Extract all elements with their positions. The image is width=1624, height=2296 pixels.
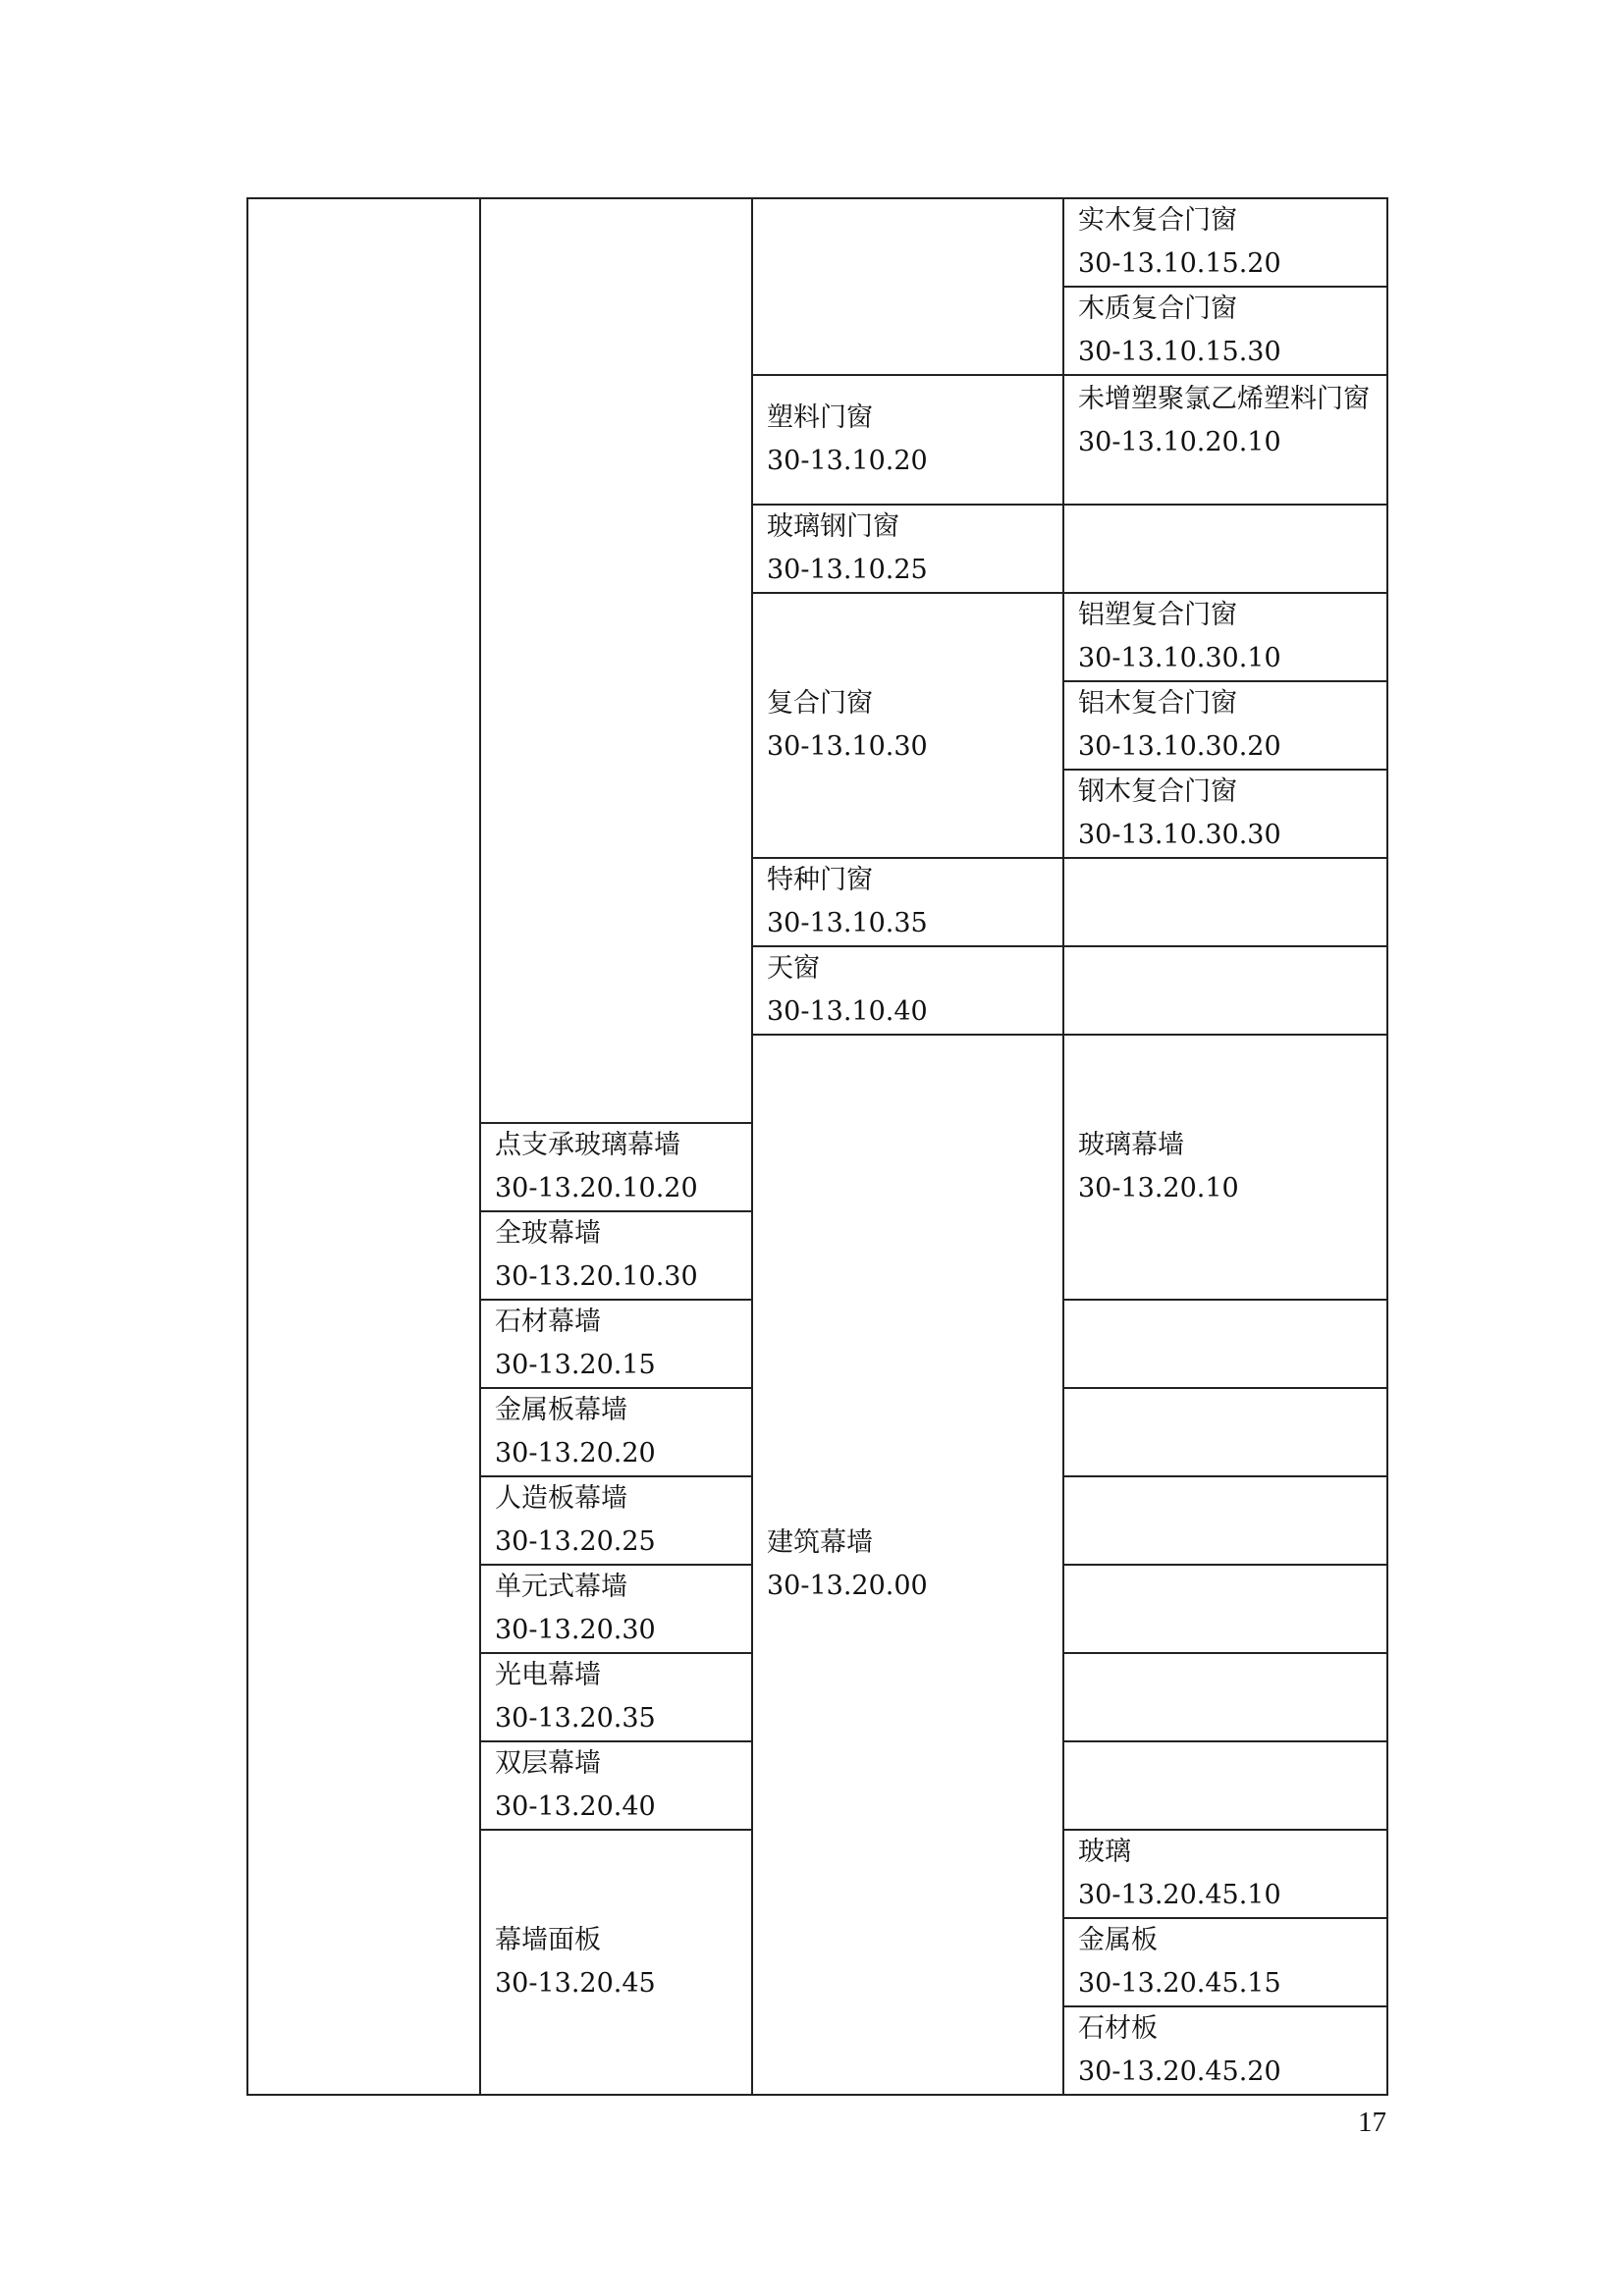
level3-cell: [480, 1653, 752, 1741]
level3-name: 玻璃钢门窗: [767, 511, 899, 542]
level4-cell: [1063, 1830, 1387, 1918]
level3-cell: [480, 1300, 752, 1388]
level4-cell-empty: [1063, 946, 1387, 1035]
level3-cell: [752, 505, 1063, 593]
level4-name: 铝塑复合门窗: [1078, 600, 1237, 630]
level3-name: 幕墙面板: [495, 1925, 601, 1955]
level3-code: 30-13.20.15: [495, 1350, 656, 1380]
page-number: 17: [1358, 2107, 1386, 2138]
level3-cell-empty: [752, 198, 1063, 375]
level2-cell: [752, 1035, 1063, 2095]
level4-name: 实木复合门窗: [1078, 205, 1237, 236]
level4-cell: [1063, 1918, 1387, 2006]
level1-cell-empty: [247, 198, 480, 2095]
level4-name: 木质复合门窗: [1078, 294, 1237, 324]
level4-cell: [480, 1211, 752, 1300]
level4-name: 未增塑聚氯乙烯塑料门窗: [1078, 384, 1370, 414]
level4-code: 30-13.20.45.15: [1078, 1968, 1281, 1999]
level4-name: 点支承玻璃幕墙: [495, 1130, 680, 1160]
level3-cell: [752, 946, 1063, 1035]
level3-cell: [752, 858, 1063, 946]
level3-code: 30-13.10.20: [767, 446, 928, 476]
level2-cell-empty: [480, 198, 752, 1123]
level4-cell-empty: [1063, 1476, 1387, 1565]
level3-cell: [1063, 1035, 1387, 1300]
level3-code: 30-13.10.35: [767, 908, 928, 938]
level4-cell: [1063, 593, 1387, 681]
level3-name: 塑料门窗: [767, 402, 873, 433]
level3-code: 30-13.10.25: [767, 555, 928, 585]
level4-name: 石材板: [1078, 2013, 1158, 2044]
level3-code: 30-13.10.30: [767, 731, 928, 762]
level4-cell: [1063, 681, 1387, 770]
level4-cell-empty: [1063, 1388, 1387, 1476]
level4-cell-empty: [1063, 1565, 1387, 1653]
level4-code: 30-13.10.30.30: [1078, 820, 1281, 850]
level4-cell: [480, 1123, 752, 1211]
level4-code: 30-13.20.45.10: [1078, 1880, 1281, 1910]
level4-code: 30-13.10.30.20: [1078, 731, 1281, 762]
level3-name: 复合门窗: [767, 688, 873, 719]
level4-code: 30-13.20.45.20: [1078, 2056, 1281, 2087]
level3-cell: [480, 1565, 752, 1653]
level2-name: 建筑幕墙: [767, 1527, 873, 1558]
level3-cell: [480, 1388, 752, 1476]
level3-name: 金属板幕墙: [495, 1395, 627, 1425]
level3-code: 30-13.20.40: [495, 1791, 656, 1822]
level3-code: 30-13.10.40: [767, 996, 928, 1027]
level4-cell: [1063, 375, 1387, 505]
level3-cell: [752, 375, 1063, 505]
level3-name: 双层幕墙: [495, 1748, 601, 1779]
table-row: [247, 198, 1387, 287]
classification-table: [246, 197, 1388, 2096]
level3-code: 30-13.20.30: [495, 1615, 656, 1645]
level2-code: 30-13.20.00: [767, 1571, 928, 1601]
level4-cell-empty: [1063, 505, 1387, 593]
level4-code: 30-13.10.15.20: [1078, 248, 1281, 279]
level4-code: 30-13.10.15.30: [1078, 337, 1281, 367]
level4-name: 全玻幕墙: [495, 1218, 601, 1249]
level4-cell-empty: [1063, 858, 1387, 946]
level3-cell: [480, 1830, 752, 2095]
level4-code: 30-13.10.20.10: [1078, 427, 1281, 457]
level3-name: 石材幕墙: [495, 1307, 601, 1337]
level3-name: 人造板幕墙: [495, 1483, 627, 1514]
level4-name: 铝木复合门窗: [1078, 688, 1237, 719]
level3-code: 30-13.20.20: [495, 1438, 656, 1468]
level4-code: 30-13.20.10.30: [495, 1261, 698, 1292]
level3-name: 光电幕墙: [495, 1660, 601, 1690]
level3-name: 玻璃幕墙: [1078, 1130, 1184, 1160]
level3-code: 30-13.20.25: [495, 1526, 656, 1557]
level3-name: 特种门窗: [767, 865, 873, 895]
level3-code: 30-13.20.10: [1078, 1173, 1239, 1203]
level4-code: 30-13.20.10.20: [495, 1173, 698, 1203]
level4-cell-empty: [1063, 1741, 1387, 1830]
level3-cell: [480, 1476, 752, 1565]
level4-cell-empty: [1063, 1300, 1387, 1388]
level4-code: 30-13.10.30.10: [1078, 643, 1281, 673]
level3-cell: [480, 1741, 752, 1830]
level4-name: 金属板: [1078, 1925, 1158, 1955]
level4-cell: [1063, 770, 1387, 858]
level4-cell-empty: [1063, 1653, 1387, 1741]
level3-code: 30-13.20.35: [495, 1703, 656, 1734]
level4-cell: [1063, 198, 1387, 287]
level3-name: 天窗: [767, 953, 820, 984]
level3-code: 30-13.20.45: [495, 1968, 656, 1999]
level4-name: 钢木复合门窗: [1078, 776, 1237, 807]
level3-cell: [752, 593, 1063, 858]
level4-name: 玻璃: [1078, 1837, 1131, 1867]
level4-cell: [1063, 2006, 1387, 2095]
level3-name: 单元式幕墙: [495, 1572, 627, 1602]
level4-cell: [1063, 287, 1387, 375]
